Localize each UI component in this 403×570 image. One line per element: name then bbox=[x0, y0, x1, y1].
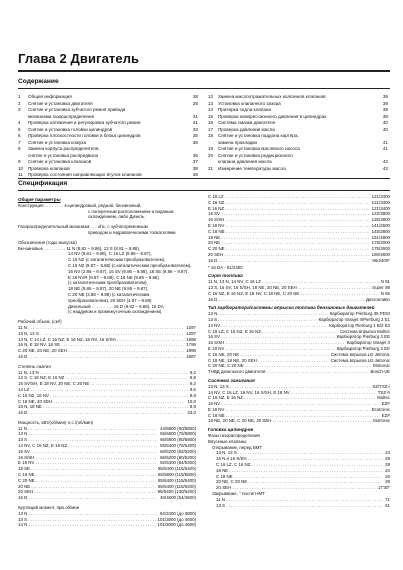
toc-title: клапана давления масла bbox=[218, 159, 272, 164]
spec-key: 11 N, 13 N . . . bbox=[18, 370, 188, 376]
toc-number: 2 bbox=[18, 100, 21, 106]
spec-key: 20 NE, C 20 NE . . . bbox=[216, 479, 383, 485]
toc-title: Замена маслоотражательных колпачков клапанов bbox=[218, 94, 326, 99]
toc-number: 1 bbox=[18, 94, 21, 99]
footnote: * 16 DA - 91/2400 bbox=[208, 264, 243, 270]
toc-page-number: 42 bbox=[382, 159, 388, 164]
chapter-rule bbox=[18, 70, 390, 72]
toc-title: Снятие и установка масляного насоса bbox=[218, 146, 300, 151]
spec-row bbox=[208, 418, 390, 424]
spec-value: 24 bbox=[385, 450, 390, 456]
spec-value: EZF bbox=[381, 412, 390, 418]
toc-number: 4 bbox=[18, 120, 21, 125]
spec-value: 96/2400* bbox=[372, 257, 390, 263]
text-line: 14 NV (8.81 – 9.86), C 16 LZ (9.86 – 8.87), bbox=[68, 251, 152, 257]
fuel-list bbox=[208, 279, 390, 302]
spec-value: 40/4600 (54/4600) bbox=[160, 495, 196, 501]
toc-title: Измерение температуры масла bbox=[218, 165, 286, 171]
spec-key: 13 N . . . bbox=[18, 431, 158, 437]
toc-title: механизма газораспределения bbox=[28, 113, 95, 119]
text-line: C 16 NZ (с каталитическим преобразователем), bbox=[68, 257, 166, 263]
spec-key: 18 SE . . . bbox=[18, 466, 156, 472]
spec-key: E 18 NV . . . bbox=[208, 346, 335, 352]
spec-key: C 20 NE, 20 NE, 20 SEH . . . bbox=[18, 348, 184, 354]
spec-value: 55/5400 (75/5400) bbox=[160, 443, 196, 449]
spec-row bbox=[208, 369, 390, 375]
spec-key: 13 S . . . bbox=[18, 517, 156, 523]
spec-right-column bbox=[208, 194, 390, 508]
spec-key: C 16 NE, 20 NE . . . bbox=[208, 352, 329, 358]
spec-key: 20 NE . . . bbox=[208, 240, 370, 246]
spec-key: C 18 NE . . . bbox=[208, 413, 380, 419]
text-line: (с наддувом и промежуточным охлаждением) bbox=[68, 309, 162, 315]
spec-key: 18 NE . . . bbox=[216, 468, 383, 474]
spec-value: Система впрыска LE-Jetronic bbox=[330, 351, 390, 357]
construction-block bbox=[18, 203, 196, 220]
spec-key: 20 SEH . . . bbox=[18, 489, 156, 495]
spec-value: Карбюратор Pierburg 2 EE bbox=[336, 345, 390, 351]
toc-number: 8 bbox=[18, 146, 21, 151]
spec-key: 16 N и 16 S/SH . . . bbox=[216, 456, 383, 462]
timing-block bbox=[18, 224, 196, 236]
toc-title: Проверка плоскостности головки и блока цилиндров bbox=[28, 133, 141, 138]
spec-key: 13 N . . . bbox=[18, 511, 158, 517]
spec-key: C 20 NE . . . bbox=[208, 246, 370, 252]
spec-value: 101/3800 (до 4600) bbox=[157, 516, 196, 522]
spec-key: C 16 LZ, C 16 NZ, E 16 NZ . . . bbox=[208, 329, 338, 335]
toc-number: 20 bbox=[208, 152, 214, 158]
spec-value: Super 98 bbox=[372, 284, 390, 290]
spec-row bbox=[18, 495, 196, 501]
toc-title: Снятие и установка зубчатого ремня привода bbox=[28, 107, 126, 112]
spec-top-rule bbox=[18, 178, 390, 179]
spec-key: 13 N . . . bbox=[208, 311, 328, 317]
spec-value: 66/5200 (90/5200) bbox=[160, 454, 196, 460]
text-line: 18 NE (9.86 – 9.87), 20 NE (9.86 – 9.87), bbox=[68, 286, 149, 292]
toc-page-number: 31 bbox=[192, 113, 198, 119]
spec-key: 14 NV, C 16 LZ, 16 NV, 16 S/SH, E 18 NV . . . bbox=[208, 390, 376, 396]
toc-title: Проверка компрессионного давления в цилиндрах bbox=[218, 113, 327, 119]
spec-key: 16 S/SH . . . bbox=[18, 455, 158, 461]
spec-value: 9,2 bbox=[189, 369, 196, 375]
spec-key: ТНВД дизельного двигателя . . . bbox=[208, 369, 368, 375]
toc-number: 11 bbox=[18, 172, 23, 177]
toc-page-number: 35 bbox=[192, 133, 198, 138]
toc-left-column bbox=[18, 94, 198, 179]
toc-number: 14 bbox=[208, 107, 214, 112]
spec-key: E 16 NZ . . . bbox=[208, 206, 370, 212]
spec-key: C 16 NZ, 16 NV . . . bbox=[18, 393, 188, 399]
spec-value: 121/3400 bbox=[371, 199, 390, 205]
toc-title: замена прокладки bbox=[218, 139, 257, 145]
text-line: C 16 NZ (9.87 – 9.88) (с каталитическим преобразователем), bbox=[68, 262, 192, 268]
spec-key: C 18 NE, 20 SEH . . . bbox=[18, 399, 185, 405]
spec-row bbox=[216, 503, 390, 509]
contents-rule bbox=[18, 88, 390, 89]
toc-title: Замена корпуса распределителя, bbox=[28, 146, 100, 151]
general-header: Общие параметры bbox=[18, 197, 61, 202]
power-list bbox=[18, 426, 196, 501]
spec-value: 9,8 bbox=[189, 392, 196, 398]
spec-key: 13 S . . . bbox=[216, 503, 383, 509]
toc-page-number: 37 bbox=[192, 159, 198, 164]
spec-key: 16 D . . . bbox=[18, 410, 185, 416]
toc-page-number: 36 bbox=[192, 139, 198, 145]
spec-value: 94/3400 (до 3800) bbox=[159, 510, 196, 516]
toc-page-number: 36 bbox=[192, 152, 198, 158]
spec-value: Multec bbox=[377, 395, 390, 401]
compression-header: Степень сжатия bbox=[18, 363, 51, 369]
codes-header: Обозначения (годы выпуска) bbox=[18, 239, 77, 245]
spec-value: 85/5400 (115/5400) bbox=[157, 466, 196, 472]
contents-title: Содержание bbox=[18, 78, 59, 85]
spec-value: SZ/TSZ-i bbox=[372, 383, 390, 389]
spec-key: 13 S, 16 SV, 16 S/SH, 18 NE, 20 NE, 20 SEH . . . bbox=[208, 285, 370, 291]
torque-header: Крутящий момент, при об/мин bbox=[18, 505, 80, 511]
toc-title: Проверка давления масла bbox=[218, 126, 275, 132]
spec-value: 61 bbox=[385, 502, 390, 508]
toc-page-number: 38 bbox=[192, 172, 198, 177]
spec-value: Bosch-VE bbox=[370, 369, 390, 375]
spec-value: 55/5800 (75/5800) bbox=[160, 431, 196, 437]
head-header: Головка цилиндров bbox=[208, 427, 254, 433]
spec-value: Motronic bbox=[373, 418, 390, 424]
spec-key: C 20 NE, C 20 NE . . . bbox=[208, 363, 371, 369]
spec-key: C 18 NE . . . bbox=[208, 229, 370, 235]
ignition-header: Система зажигания bbox=[208, 377, 255, 383]
toc-title: Проверка клапанов bbox=[28, 165, 70, 171]
spec-value: 121/3400 bbox=[371, 205, 390, 211]
spec-key: C 18 NE . . . bbox=[216, 474, 383, 480]
spec-rule bbox=[18, 190, 390, 191]
close-list bbox=[208, 497, 390, 509]
spec-value: 141/2600 bbox=[371, 222, 390, 228]
text-line: приводом и гидравлическими толкателями bbox=[88, 229, 176, 235]
spec-value: 66/5800 (90/5800) bbox=[160, 437, 196, 443]
ignition-list bbox=[208, 384, 390, 425]
spec-key: 16 D . . . bbox=[208, 258, 370, 264]
text-line: C 20 NE (2.86 – 9.88) (с каталитическим bbox=[68, 291, 150, 297]
spec-key: 11 N, 13 N, 14 NV, C 16 LZ . . . bbox=[208, 279, 379, 285]
close-label: Закрывание, ° после НМТ bbox=[212, 491, 265, 497]
spec-value: 44/5800 (60/5800) bbox=[160, 425, 196, 431]
spec-value: 9,8 bbox=[189, 375, 196, 381]
toc-number: 15 bbox=[208, 113, 214, 119]
toc-number: 10 bbox=[18, 165, 24, 171]
toc-number: 13 bbox=[208, 100, 214, 106]
spec-value: 121/3400 bbox=[371, 194, 390, 199]
spec-value: 145/2800 bbox=[371, 228, 390, 234]
spec-key: 13 S . . . bbox=[18, 437, 158, 443]
spec-value: 17'30" bbox=[377, 485, 390, 491]
spec-value: EZF bbox=[381, 401, 390, 407]
spec-key: 18 NE, 20 NE, C 20 NE, 20 SEH . . . bbox=[208, 418, 371, 424]
toc-page-number: 31 bbox=[192, 120, 198, 125]
spec-value: Карбюратор Pierburg 1 B/2 E3 bbox=[329, 322, 390, 328]
spec-key: 14 N, C 14 LZ, C 16 NZ, E 16 NZ, 16 NV, 16 S/SH . . . bbox=[18, 337, 184, 343]
spec-value: 151/4800 bbox=[371, 234, 390, 240]
spec-key: 16 S/SH . . . bbox=[208, 340, 345, 346]
toc-title: Снятие и установка редукционного bbox=[218, 152, 293, 158]
spec-key: 13 N, 13 S . . . bbox=[216, 450, 383, 456]
volume-list bbox=[18, 325, 196, 360]
spec-value: 175/2000 bbox=[371, 240, 390, 246]
toc-number: 21 bbox=[208, 165, 214, 171]
spec-value: 9,2 bbox=[189, 381, 196, 387]
spec-value: 71 bbox=[385, 496, 390, 502]
toc-title: Общая информация bbox=[28, 94, 72, 99]
toc-page-number: 41 bbox=[382, 139, 388, 145]
toc-title: Проверка натяжения и регулировка зубчатого ремня bbox=[28, 120, 141, 125]
toc-page-number: 41 bbox=[382, 146, 388, 151]
spec-value: TSZ-h bbox=[377, 389, 390, 395]
text-line: Дизельный . . . . . . . . . 16 D (9.82 – 9.88), 16 DA bbox=[68, 303, 164, 309]
spec-row bbox=[18, 354, 196, 360]
spec-key: C 16 NE . . . bbox=[18, 472, 156, 478]
carb-list bbox=[208, 311, 390, 375]
spec-value: 29 bbox=[385, 479, 390, 485]
toc-page-number: 38 bbox=[192, 165, 198, 171]
toc-number: 18 bbox=[208, 133, 214, 138]
text-line: преобразователем), 20 SEH (4.87 – 9.88) bbox=[68, 297, 152, 303]
spec-value: 1587 bbox=[186, 353, 196, 359]
toc-number: 9 bbox=[18, 159, 21, 164]
spec-key: C 20 NE . . . bbox=[18, 478, 156, 484]
spec-value: Карбюратор Pierburg 2 EE bbox=[336, 334, 390, 340]
spec-key: 13 N, 13 S . . . bbox=[208, 384, 370, 390]
spec-key: 11 N . . . bbox=[18, 325, 184, 331]
toc-title: Установка клапанного зазора bbox=[218, 100, 281, 106]
open-list bbox=[208, 450, 390, 491]
spec-key: 13 S, C 16 NZ, E 16 NZ . . . bbox=[18, 375, 188, 381]
spec-key: 14 NV, C 16 NZ, E 16 NZ . . . bbox=[18, 443, 158, 449]
spec-title: Спецификация bbox=[18, 180, 68, 187]
spec-key: E 18 NV . . . bbox=[208, 223, 370, 229]
spec-value: 1297 bbox=[186, 324, 196, 330]
text-line: Бензиновые . . . . . . . . . 11 N (8.81 – 9.86), 13 S (8.81 – 9.88), bbox=[18, 245, 141, 251]
text-line: Газораспределительный механизм . . . ohc, с зубчатоременным bbox=[18, 224, 148, 230]
codes-block bbox=[18, 246, 196, 316]
fuel-header: Сорт топлива bbox=[208, 273, 243, 279]
spec-key: 20 NE . . . bbox=[18, 484, 156, 490]
spec-key: C 16 NZ, E 16 NZ . . . bbox=[208, 395, 375, 401]
spec-value: 85/5400 (115/5400) bbox=[157, 477, 196, 483]
spec-key: 14 NV . . . bbox=[208, 323, 327, 329]
spec-value: 1998 bbox=[186, 348, 196, 354]
text-line: охлаждением, либо Дизель. bbox=[88, 214, 146, 220]
toc-number: 3 bbox=[18, 107, 21, 112]
spec-value: Карбюратор Pierburg 35 PDSI bbox=[329, 311, 390, 317]
text-line: E 18 NVR (9.87 – 9.88), C 18 NE (9.85 – 9.86) bbox=[68, 274, 159, 280]
spec-value: Карбюратор Varajet II/Pierburg 2 E1 bbox=[318, 316, 390, 322]
spec-key: 11 N . . . bbox=[18, 426, 158, 432]
spec-value: 8,9 bbox=[189, 404, 196, 410]
spec-key: 13 N, 13 S . . . bbox=[18, 331, 184, 337]
spec-key: 14 LZ . . . bbox=[18, 387, 188, 393]
spec-key: 16 N, E 18 NV, 18 SE . . . bbox=[18, 342, 184, 348]
toc-page-number: 40 bbox=[382, 126, 388, 132]
phases-header: Фазы газораспределения bbox=[208, 433, 260, 439]
spec-row bbox=[18, 522, 196, 528]
spec-key: 20 SEH . . . bbox=[208, 252, 370, 258]
spec-key: 16 NV . . . bbox=[208, 401, 380, 407]
spec-key: 16 D . . . bbox=[18, 354, 184, 360]
toc-page-number: 39 bbox=[382, 100, 388, 106]
spec-value: Motronic bbox=[373, 363, 390, 369]
spec-value: Система впрыска LE-Jetronic bbox=[330, 357, 390, 363]
spec-value: 10,0 bbox=[187, 398, 196, 404]
torque-list bbox=[18, 511, 196, 528]
spec-key: 16 SV . . . bbox=[208, 211, 370, 217]
toc-number: 5 bbox=[18, 126, 21, 132]
toc-page-number: 42 bbox=[382, 165, 388, 171]
spec-value: 1796 bbox=[186, 342, 196, 348]
compression-list bbox=[18, 370, 196, 416]
toc-entry bbox=[208, 166, 388, 173]
toc-number: 19 bbox=[208, 146, 214, 151]
open-label: Открывание, перед ВМТ bbox=[212, 444, 263, 450]
spec-key: 11 N . . . bbox=[216, 497, 383, 503]
spec-value: 29 bbox=[385, 462, 390, 468]
toc-title: Проверка состояния направляющих втулок клапанов bbox=[28, 172, 142, 177]
spec-key: 18 NE . . . bbox=[208, 235, 370, 241]
toc-title: Снятие и установка головки цилиндров bbox=[28, 126, 113, 132]
spec-key: C 16 LZ . . . bbox=[208, 194, 370, 200]
spec-value: Карбюратор Varajet II bbox=[346, 340, 390, 346]
spec-key: 14 N . . . bbox=[18, 522, 156, 528]
carb-header: Тип карбюратора/системы впрыска топлива бензиновых двигателей bbox=[208, 305, 375, 311]
spec-row bbox=[18, 410, 196, 416]
toc-page-number: 39 bbox=[382, 94, 388, 99]
chapter-title: Глава 2 Двигатель bbox=[18, 51, 140, 66]
text-line: Конструкция . . . . . . . . 4-цилиндровый, рядной, бензиновый, bbox=[18, 202, 142, 208]
toc-number: 6 bbox=[18, 133, 21, 138]
spec-value: Ecotronic bbox=[371, 406, 390, 412]
spec-key: 16 N, 18 NE . . . bbox=[18, 404, 188, 410]
spec-key: C 16 NZ, E 16 NZ, E 18 NV, C 18 NE, C 20 NE . . . bbox=[208, 291, 379, 297]
toc-page-number: 28 bbox=[192, 100, 198, 106]
spec-value: 62/5400 (84/5400) bbox=[160, 460, 196, 466]
spec-value: 9,6 bbox=[189, 386, 196, 392]
text-line: (с каталитическим преобразователем), bbox=[68, 280, 148, 286]
spec-value: N 91 bbox=[380, 279, 390, 285]
toc-number: 7 bbox=[18, 139, 21, 145]
toc-page-number: 39 bbox=[382, 113, 388, 119]
toc-title: снятие и установка распредвала bbox=[28, 152, 99, 158]
spec-value: 122/3800 bbox=[371, 211, 390, 217]
spec-value: Система впрыска Multec bbox=[339, 328, 390, 334]
spec-value: 29 bbox=[385, 456, 390, 462]
toc-number: 16 bbox=[208, 120, 214, 125]
spec-row bbox=[208, 258, 390, 264]
toc-page-number: 39 bbox=[382, 107, 388, 112]
inlet-label: Впускные клапаны: bbox=[208, 438, 248, 444]
spec-value: 60/5200 (82/5200) bbox=[160, 448, 196, 454]
spec-row bbox=[208, 297, 390, 303]
toc-number: 17 bbox=[208, 126, 214, 132]
toc-title: Снятие и установка двигателя bbox=[28, 100, 93, 106]
spec-value: 23,0 bbox=[187, 410, 196, 416]
power-header: Мощность, кВт/(об/мин) л.с./(об/мин) bbox=[18, 419, 94, 425]
toc-page-number: 28 bbox=[192, 94, 198, 99]
toc-number: 12 bbox=[208, 94, 214, 99]
spec-key: 20 SEH . . . bbox=[216, 485, 376, 491]
spec-key: 16 SV . . . bbox=[208, 334, 335, 340]
spec-key: E 18 NV . . . bbox=[18, 460, 158, 466]
spec-left-column bbox=[18, 194, 196, 528]
spec-value: 175/2600 bbox=[371, 246, 390, 252]
spec-key: 16 SV . . . bbox=[18, 449, 158, 455]
spec-value: 85/5400 (115/5400) bbox=[157, 483, 196, 489]
toc-title: Система смазки двигателя bbox=[218, 120, 276, 125]
toc-right-column bbox=[208, 94, 388, 172]
spec-value: 95/5400 (130/5400) bbox=[157, 489, 196, 495]
toc-page-number: 40 bbox=[382, 120, 388, 125]
spec-key: E 18 NV . . . bbox=[208, 407, 370, 413]
spec-key: 16 S/SH . . . bbox=[208, 217, 370, 223]
spec-key: C 16 LZ, C 16 NZ . . . bbox=[216, 462, 383, 468]
spec-value: 101/3000 (до 4600) bbox=[157, 522, 196, 528]
spec-key: 16 SV/SH, E 18 NV, 20 NE, C 20 NE . . . bbox=[18, 381, 188, 387]
spec-value: 1598 bbox=[186, 336, 196, 342]
toc-title: Снятие и установка кожуха bbox=[28, 139, 87, 145]
spec-value: 180/4800 bbox=[371, 251, 390, 257]
text-line: 16 NV (2.86 – 9.87), 16 SV (9.86 – 9.88), 18 SE (9.86 – 9.87), bbox=[68, 268, 189, 274]
torque-continued-list bbox=[208, 194, 390, 264]
spec-value: 85/5800 (115/5800) bbox=[157, 472, 196, 478]
spec-value: N 95 bbox=[380, 290, 390, 296]
spec-key: 13 S . . . bbox=[208, 317, 317, 323]
spec-value: 126/3800 bbox=[371, 217, 390, 223]
toc-page-number: 33 bbox=[192, 126, 198, 132]
toc-title: Притирка седла клапана bbox=[218, 107, 271, 112]
spec-key: 16 D . . . bbox=[18, 495, 158, 501]
spec-value: 1297 bbox=[186, 330, 196, 336]
toc-title: Снятие и установка клапанов bbox=[28, 159, 92, 164]
spec-value: Дизтопливо bbox=[366, 296, 390, 302]
toc-title: Снятие и установка поддона картера, bbox=[218, 133, 299, 138]
spec-key: 16 D . . . bbox=[208, 297, 364, 303]
text-line: с поперечным расположением и водяным bbox=[88, 208, 174, 214]
spec-value: 24 bbox=[385, 467, 390, 473]
volume-header: Рабочий объем, (см³) bbox=[18, 319, 62, 325]
spec-key: C 16 NZ . . . bbox=[208, 200, 370, 206]
spec-key: C 18 NE, 18 NE, 20 SEH . . . bbox=[208, 358, 329, 364]
spec-value: 26 bbox=[385, 473, 390, 479]
